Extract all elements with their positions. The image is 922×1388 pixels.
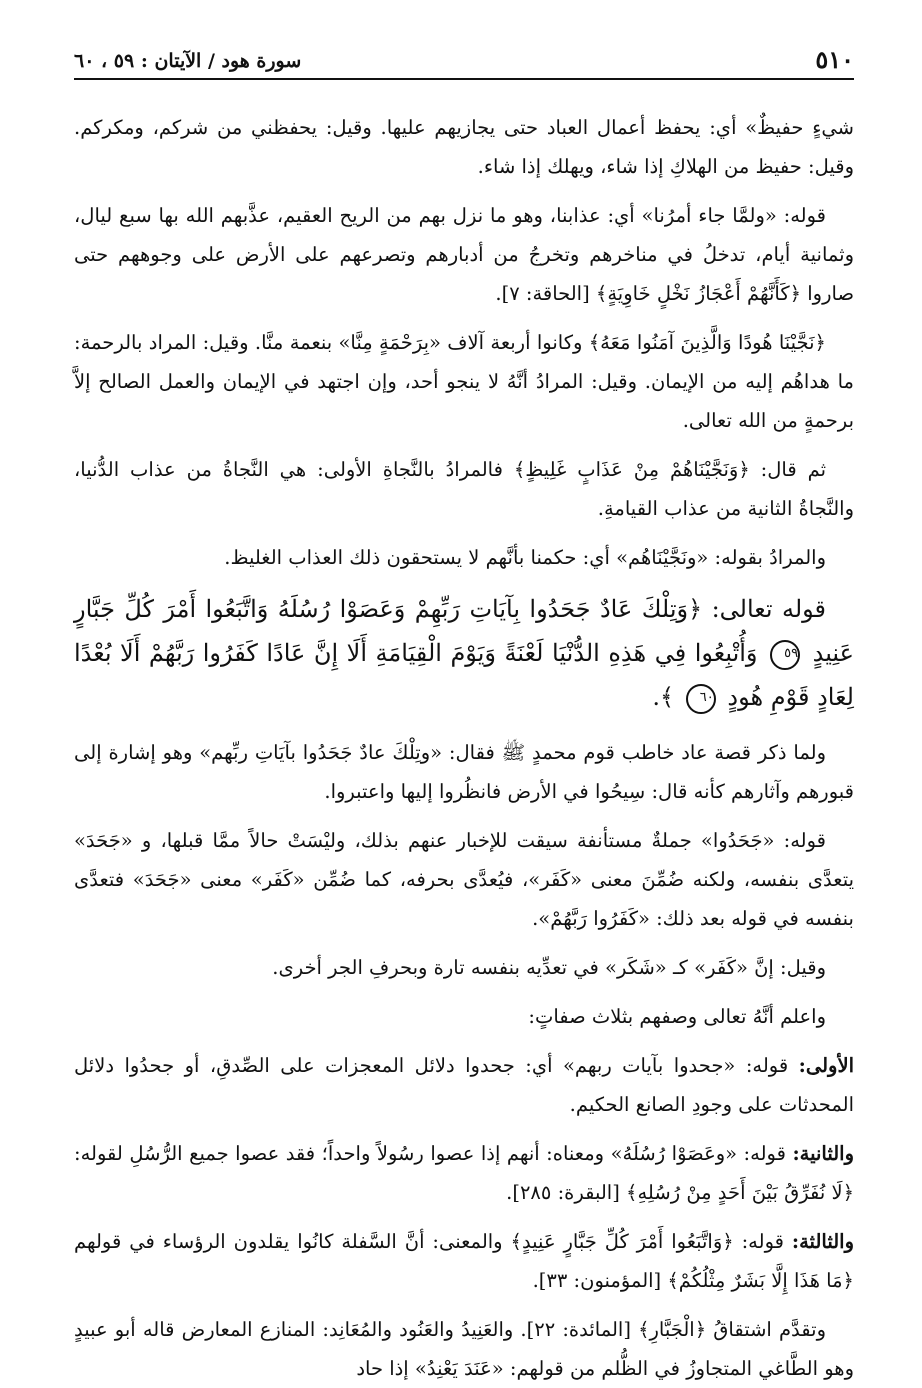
attribute-text: قوله: «وعَصَوْا رُسُلَهُ» ومعناه: أنهم إذا عصوا رسُولاً واحداً؛ فقد عصوا جميع الرُّسُلِ لقوله: ﴿لَا نُفَرِّقُ بَيْنَ أَحَدٍ مِنْ رُسُلِهِ﴾ [البقرة: ٢٨٥].: [74, 1142, 854, 1204]
attribute-label: والثالثة:: [791, 1230, 854, 1253]
paragraph-najjaynahum: والمرادُ بقوله: «ونَجَّيْنَاهُم» أي: حكمنا بأنَّهم لا يستحقون ذلك العذاب الغليظ.: [224, 546, 826, 569]
ayah-number-marker: ٥٩: [770, 640, 800, 670]
paragraph-three-attributes: واعلم أنَّهُ تعالى وصفهم بثلاث صفاتٍ:: [528, 1005, 826, 1028]
verse-part-2: وَأُتْبِعُوا فِي هَذِهِ الدُّنْيَا لَعْنَةً وَيَوْمَ الْقِيَامَةِ أَلَا إِنَّ عَادًا كَفَرُوا رَبَّهُمْ أَلَا بُعْدًا لِعَادٍ قَوْمِ هُودٍ: [74, 639, 854, 711]
paragraph-jabbar: وتقدَّم اشتقاقُ ﴿الْجَبَّارِ﴾ [المائدة: ٢٢]. والعَنِيدُ والعَنُود والمُعَانِد: المنازع المعارض قاله أبو عبيدٍ وهو الطَّاغي المتجاوزُ في الظُّلم من قولهم: «عَنَدَ يَعْنِدُ» إذا حاد: [74, 1318, 854, 1380]
attribute-label: والثانية:: [792, 1142, 855, 1165]
paragraph-thumma-qal: ثم قال: ﴿وَنَجَّيْنَاهُمْ مِنْ عَذَابٍ غَلِيظٍ﴾ فالمرادُ بالنَّجاةِ الأولى: هي النَّجاةُ من عذاب الدُّنيا، والنَّجاةُ الثانية من عذاب القيامةِ.: [74, 458, 854, 520]
quran-verse-block: [74, 587, 854, 719]
paragraph-aad-story: ولما ذكر قصة عاد خاطب قوم محمدٍ ﷺ فقال: «وتِلْكَ عادٌ جَحَدُوا بآيَاتِ ربِّهم» وهو إشارة إلى قبورهم وآثارهم كأنه قال: سِيحُوا في الأرض فانظُروا إليها واعتبروا.: [74, 741, 854, 803]
paragraph-najjayna: ﴿نَجَّيْنَا هُودًا وَالَّذِينَ آمَنُوا مَعَهُ﴾ وكانوا أربعة آلاف «بِرَحْمَةٍ مِنَّا» بنعمة منَّا. وقيل: المراد بالرحمة: ما هداهُم إليه من الإيمان. وقيل: المرادُ أنَّهُ لا ينجو أحد، وإن اجتهد في الإيمان والعمل الصالح إلاَّ برحمةٍ من الله تعالى.: [74, 331, 854, 432]
paragraph-hafeez: شيءٍ حفيظٌ» أي: يحفظ أعمال العباد حتى يجازيهم عليها. وقيل: يحفظني من شركم، ومكركم. وقيل: حفيظ من الهلاكِ إذا شاء، ويهلك إذا شاء.: [74, 116, 854, 178]
verse-close: ﴾.: [652, 683, 675, 711]
verse-lead: قوله تعالى:: [711, 595, 826, 623]
paragraph-jahadu: قوله: «جَحَدُوا» جملةٌ مستأنفة سيقت للإخبار عنهم بذلك، وليْسَتْ حالاً ممَّا قبلها، و «جَحَدَ» يتعدَّى بنفسه، ولكنه ضُمِّنَ معنى «كَفَر»، فيُعدَّى بحرفه، كما ضُمِّن «كَفَر» معنى «جَحَدَ» فتعدَّى بنفسه في قوله بعد ذلك: «كَفَرُوا رَبَّهُمْ».: [74, 829, 854, 930]
page-number: ٥١٠: [815, 45, 854, 74]
page-header: [74, 38, 854, 80]
running-title: سورة هود / الآيتان : ٥٩ ، ٦٠: [74, 50, 302, 72]
verse-part-1: ﴿وَتِلْكَ عَادٌ جَحَدُوا بِآيَاتِ رَبِّهِمْ وَعَصَوْا رُسُلَهُ وَاتَّبَعُوا أَمْرَ كُلِّ جَبَّارٍ عَنِيدٍ: [74, 595, 854, 667]
attribute-label: الأولى:: [798, 1054, 854, 1077]
ayah-number-marker: ٦٠: [686, 684, 716, 714]
attribute-second: [74, 1134, 854, 1212]
attribute-text: قوله: «جحدوا بآيات ربهم» أي: جحدوا دلائل المعجزات على الصِّدقِ، أو جحدُوا دلائل المحدثات على وجودِ الصانع الحكيم.: [74, 1054, 854, 1116]
paragraph-amruna: قوله: «ولمَّا جاء أمرُنا» أي: عذابنا، وهو ما نزل بهم من الريح العقيم، عذَّبهم الله بها سبع ليال، وثمانية أيام، تدخلُ في مناخرهم وتخرجُ من أدبارهم وتصرعهم على الأرض على وجوههم حتى صاروا ﴿كَأَنَّهُمْ أَعْجَازُ نَخْلٍ خَاوِيَةٍ﴾ [الحاقة: ٧].: [74, 204, 854, 305]
attribute-first: [74, 1046, 854, 1124]
paragraph-kafara: وقيل: إنَّ «كَفَر» كـ «شَكَر» في تعدِّيه بنفسه تارة وبحرفِ الجر أخرى.: [272, 956, 826, 979]
attribute-text: قوله: ﴿وَاتَّبَعُوا أَمْرَ كُلِّ جَبَّارٍ عَنِيدٍ﴾ والمعنى: أنَّ السَّفلة كانُوا يقلدون الرؤساء في قولهم ﴿مَا هَذَا إِلَّا بَشَرٌ مِثْلُكُمْ﴾ [المؤمنون: ٣٣].: [74, 1230, 854, 1292]
attribute-third: [74, 1222, 854, 1300]
